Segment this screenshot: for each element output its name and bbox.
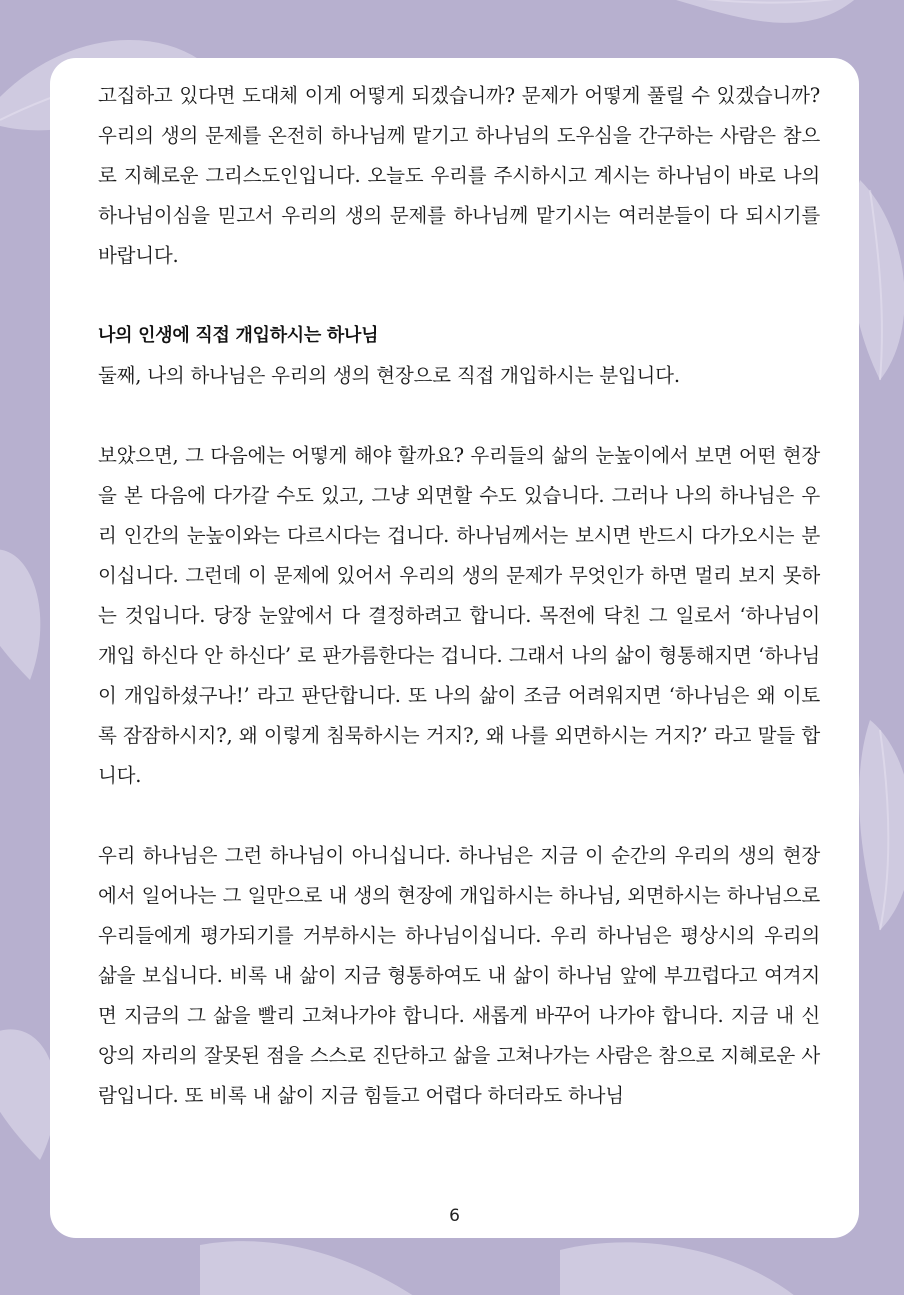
paragraph-2: 보았으면, 그 다음에는 어떻게 해야 할까요? 우리들의 삶의 눈높이에서 보면 어떤 현장을 본 다음에 다가갈 수도 있고, 그냥 외면할 수도 있습니다. 그러나 나의 하나님은 우리 인간의 눈높이와는 다르시다는 겁니다. 하나님께서는 보시면 반드시 다가오시는 분이십니다. 그런데 이 문제에 있어서 우리의 생의 문제가 무엇인가 하면 멀리 보지 못하는 것입니다. 당장 눈앞에서 다 결정하려고 합니다. 목전에 닥친 그 일로서 ‘하나님이 개입 하신다 안 하신다’ 로 판가름한다는 겁니다. 그래서 나의 삶이 형통해지면 ‘하나님이 개입하셨구나!’ 라고 판단합니다. 또 나의 삶이 조금 어려워지면 ‘하나님은 왜 이토록 잠잠하시지?, 왜 이렇게 침묵하시는 거지?, 왜 나를 외면하시는 거지?’ 라고 말들 합니다. [98,444,820,787]
section-intro: 둘째, 나의 하나님은 우리의 생의 현장으로 직접 개입하시는 분입니다. [98,364,680,387]
page-card [50,58,859,1238]
paragraph-gap [98,796,820,836]
page-number: 6 [449,1206,460,1226]
section-heading: 나의 인생에 직접 개입하시는 하나님 [98,325,379,346]
paragraph-gap [98,276,820,316]
paragraph-3: 우리 하나님은 그런 하나님이 아니십니다. 하나님은 지금 이 순간의 우리의 생의 현장에서 일어나는 그 일만으로 내 생의 현장에 개입하시는 하나님, 외면하시는 하나님으로 우리들에게 평가되기를 거부하시는 하나님이십니다. 우리 하나님은 평상시의 우리의 삶을 보십니다. 비록 내 삶이 지금 형통하여도 내 삶이 하나님 앞에 부끄럽다고 여겨지면 지금의 그 삶을 빨리 고쳐나가야 합니다. 새롭게 바꾸어 나가야 합니다. 지금 내 신앙의 자리의 잘못된 점을 스스로 진단하고 삶을 고쳐나가는 사람은 참으로 지혜로운 사람입니다. 또 비록 내 삶이 지금 힘들고 어렵다 하더라도 하나님 [98,844,821,1107]
page-content [98,76,820,1116]
paragraph-gap [98,396,820,436]
paragraph-continued: 고집하고 있다면 도대체 이게 어떻게 되겠습니까? 문제가 어떻게 풀릴 수 있겠습니까? 우리의 생의 문제를 온전히 하나님께 맡기고 하나님의 도우심을 간구하는 사람은 참으로 지혜로운 그리스도인입니다. 오늘도 우리를 주시하시고 계시는 하나님이 바로 나의 하나님이심을 믿고서 우리의 생의 문제를 하나님께 맡기시는 여러분들이 다 되시기를 바랍니다. [98,84,820,267]
